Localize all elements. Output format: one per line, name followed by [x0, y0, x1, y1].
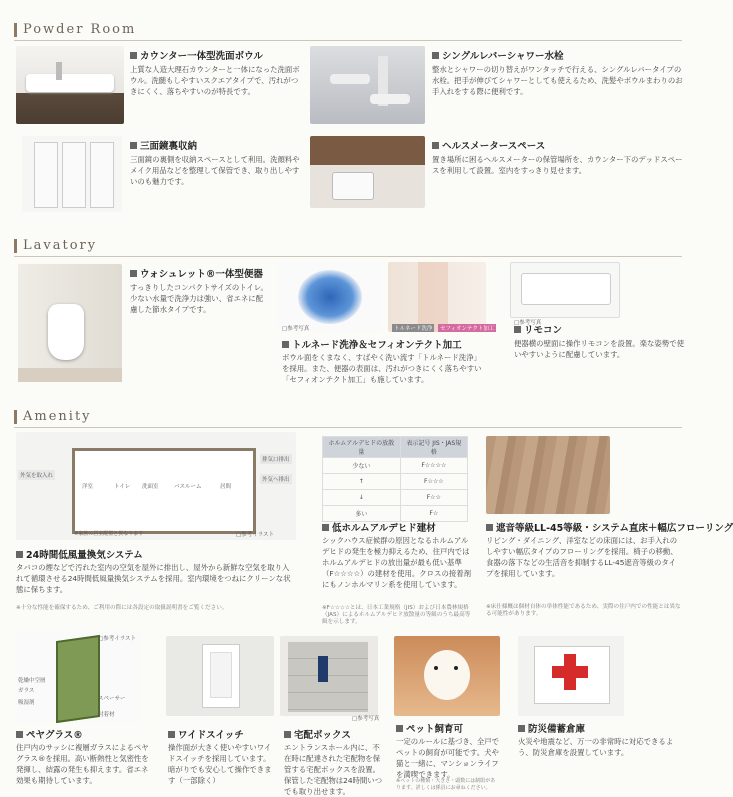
table-cell: ↑ — [323, 474, 401, 490]
ref-photo-label: □参考写真 — [514, 320, 542, 326]
table-cell: F☆☆☆ — [400, 474, 467, 490]
cefiontect-photo — [388, 262, 486, 332]
exhaust-label: 外気へ排出 — [260, 474, 292, 484]
section-header-lavatory — [14, 238, 97, 253]
pair-glass-diagram — [16, 632, 140, 722]
intake-label: 外気を取入れ — [18, 470, 55, 480]
delivery-box-photo — [280, 636, 378, 716]
illust-label: □参考イラスト — [236, 532, 275, 538]
ventilation-diagram — [16, 432, 296, 540]
disaster-title: 防災備蓄倉庫 — [518, 721, 585, 735]
room-label: 居間 — [220, 484, 232, 490]
glass-label: ガラス — [18, 688, 35, 694]
floor-desc: リビング・ダイニング、洋室などの床面には、お手入れのしやすい幅広タイプのフローリングを採用。椅子の移動、食器の落下などの生活音を抑制するLL-45遮音等級のタイプを採用しています。 — [486, 536, 678, 578]
tornado-label: トルネード洗浄 — [394, 326, 433, 332]
table-cell: ↓ — [323, 490, 401, 506]
table-cell: 多い — [323, 506, 401, 522]
table-cell: F☆☆ — [400, 490, 467, 506]
switch-title: ワイドスイッチ — [168, 727, 244, 741]
formaldehyde-note: ※F☆☆☆☆とは、日本工業規格（JIS）および日本農林規格（JAS）によるホルムアルデヒド放散量の等級のうち最高等級を示します。 — [322, 605, 471, 625]
remote-photo — [510, 262, 620, 318]
divider — [14, 40, 682, 41]
section-header-powder — [14, 22, 136, 37]
vanity-photo — [16, 46, 124, 124]
mirror-cabinet-photo — [22, 136, 122, 212]
toilet-desc: すっきりしたコンパクトサイズのトイレ。少ない水量で洗浄力は強い、省エネに配慮した節水タイプです。 — [130, 283, 268, 314]
lever-desc: 整水とシャワーの切り替えがワンタッチで行える、シングルレバータイプの水栓。把手が伸びてシャワーとしても使えるため、洗髪やボウルまわりのお手入れをする際に便利です。 — [432, 65, 683, 96]
scale-desc: 置き場所に困るヘルスメーターの保管場所を、カウンター下のデッドスペースを利用して設置。室内をすっきり見せます。 — [432, 155, 683, 175]
scale-title: ヘルスメータースペース — [432, 138, 545, 152]
table-cell: 少ない — [323, 458, 401, 474]
section-title: Amenity — [23, 409, 92, 424]
room-label: バスルーム — [174, 484, 202, 490]
room-label: 洋室 — [82, 484, 94, 490]
exhaust-top-label: 排気口排出 — [260, 454, 292, 464]
illust-label: □参考イラスト — [98, 636, 137, 642]
remote-title: リモコン — [514, 322, 562, 336]
glass-title: ペヤグラス® — [16, 727, 83, 741]
table-header: 表示記号 JIS・JAS規格 — [400, 437, 467, 458]
toilet-title: ウォシュレット®一体型便器 — [130, 266, 263, 280]
divider — [14, 427, 682, 428]
disaster-desc: 火災や地震など、万一の非常時に対応できるよう、防災倉庫を設置しています。 — [518, 737, 674, 757]
section-header-amenity — [14, 409, 92, 424]
disaster-kit-photo — [518, 636, 624, 716]
glass-label: 乾燥中空層 — [18, 678, 46, 684]
floor-title: 遮音等級LL-45等級・システム直床＋幅広フローリング — [486, 520, 733, 534]
lever-title: シングルレバーシャワー水栓 — [432, 48, 564, 62]
vent-desc: タバコの煙などで汚れた室内の空気を屋外に排出し、屋外から新鮮な空気を取り入れて循環させる24時間低風量換気システムを採用。室内環境をつねにクリーンな状態に保ちます。 — [16, 563, 291, 594]
formaldehyde-table — [322, 436, 468, 522]
counter-desc: 上質な人造大理石カウンターと一体になった洗面ボウル。洗髄もしやすいスクエアタイプで、汚れがつきにくく、落ちやすいのが特長です。 — [130, 65, 300, 96]
ref-photo-label: □参考写真 — [352, 716, 380, 722]
ref-photo-label: □参考写真 — [282, 326, 310, 332]
flooring-photo — [486, 436, 610, 514]
glass-label: スペーサー — [98, 696, 126, 702]
glass-label: 吸湿剤 — [18, 700, 35, 706]
delivery-desc: エントランスホール内に、不在時に配達された宅配物を保管する宅配ボックスを設置。保管した宅配物は24時間いつでも取り出せます。 — [284, 743, 383, 796]
room-label: トイレ — [114, 484, 131, 490]
wide-switch-photo — [166, 636, 274, 716]
cefiontect-label: セフィオンテクト加工 — [440, 326, 495, 332]
divider — [14, 256, 682, 257]
glass-label: 封着材 — [98, 712, 115, 718]
mirror-title: 三面鏡裏収納 — [130, 138, 197, 152]
switch-desc: 操作面が大きく使いやすいワイドスイッチを採用しています。暗がりでも安心して操作できます（一部除く） — [168, 743, 272, 785]
vent-note: ※十分な性能を確保するため、ご利用の際には各設定の取扱説明書をご覧ください。 — [16, 605, 228, 611]
tornado-title: トルネード洗浄＆セフィオンテクト加工 — [282, 337, 462, 351]
tornado-photo — [278, 262, 382, 332]
floor-note: ※床仕様概は個材自体の単体性能であるため、実際の住戸内での性能とは異なる可能性があります。 — [486, 604, 681, 617]
table-cell: F☆ — [400, 506, 467, 522]
remote-desc: 便器横の壁面に操作リモコンを設置。楽な姿勢で使いやすいように配慮しています。 — [514, 339, 684, 359]
pet-photo — [394, 636, 500, 716]
table-cell: F☆☆☆☆ — [400, 458, 467, 474]
tornado-desc: ボウル面をくまなく、すばやく洗い流す「トルネード洗浄」を採用。また、便器の表面は、汚れがつきにくく落ちやすい「セフィオンテクト加工」も施しています。 — [282, 353, 482, 384]
table-header: ホルムアルデヒドの放散量 — [323, 437, 401, 458]
pet-desc: 一定のルールに基づき、全戸でペットの飼育が可能です。犬や猫と一緒に、マンションライフを満喫できます。 — [396, 737, 500, 779]
delivery-title: 宅配ボックス — [284, 727, 351, 741]
glass-desc: 住戸内のサッシに複層ガラスによるペヤグラス®を採用。高い断熱性と気密性を発揮し、結露の発生も抑えます。省エネ効果も期待しています。 — [16, 743, 149, 785]
room-label: 洗面室 — [142, 484, 159, 490]
pet-note: ※ペットの種類・大きさ・頭数には制限があります。詳しくは係員にお尋ねください。 — [396, 778, 496, 791]
toilet-photo — [18, 264, 122, 382]
scale-space-photo — [310, 136, 425, 208]
formaldehyde-desc: シックハウス症候群の原因となるホルムアルデヒドの発生を極力抑えるため、住戸内ではホルムアルデヒドの放出量が最も低い基準（F☆☆☆☆）の建材を使用。クロスの接着剤にもノンホルマリン系を使用しています。 — [322, 536, 472, 589]
section-title: Lavatory — [23, 238, 98, 253]
section-title: Powder Room — [23, 22, 137, 37]
counter-title: カウンター一体型洗面ボウル — [130, 48, 263, 62]
pet-title: ペット飼育可 — [396, 721, 463, 735]
faucet-photo — [310, 46, 425, 124]
vent-title: 24時間低風量換気システム — [16, 547, 143, 561]
formaldehyde-title: 低ホルムアルデヒド建材 — [322, 520, 436, 534]
diagram-caption: ※家族の居室配置と異なります — [74, 531, 144, 537]
mirror-desc: 三面鏡の裏側を収納スペースとして利用。洗顔料やメイク用品などを整理して保管でき、取り出しやすいのも魅力です。 — [130, 155, 300, 186]
